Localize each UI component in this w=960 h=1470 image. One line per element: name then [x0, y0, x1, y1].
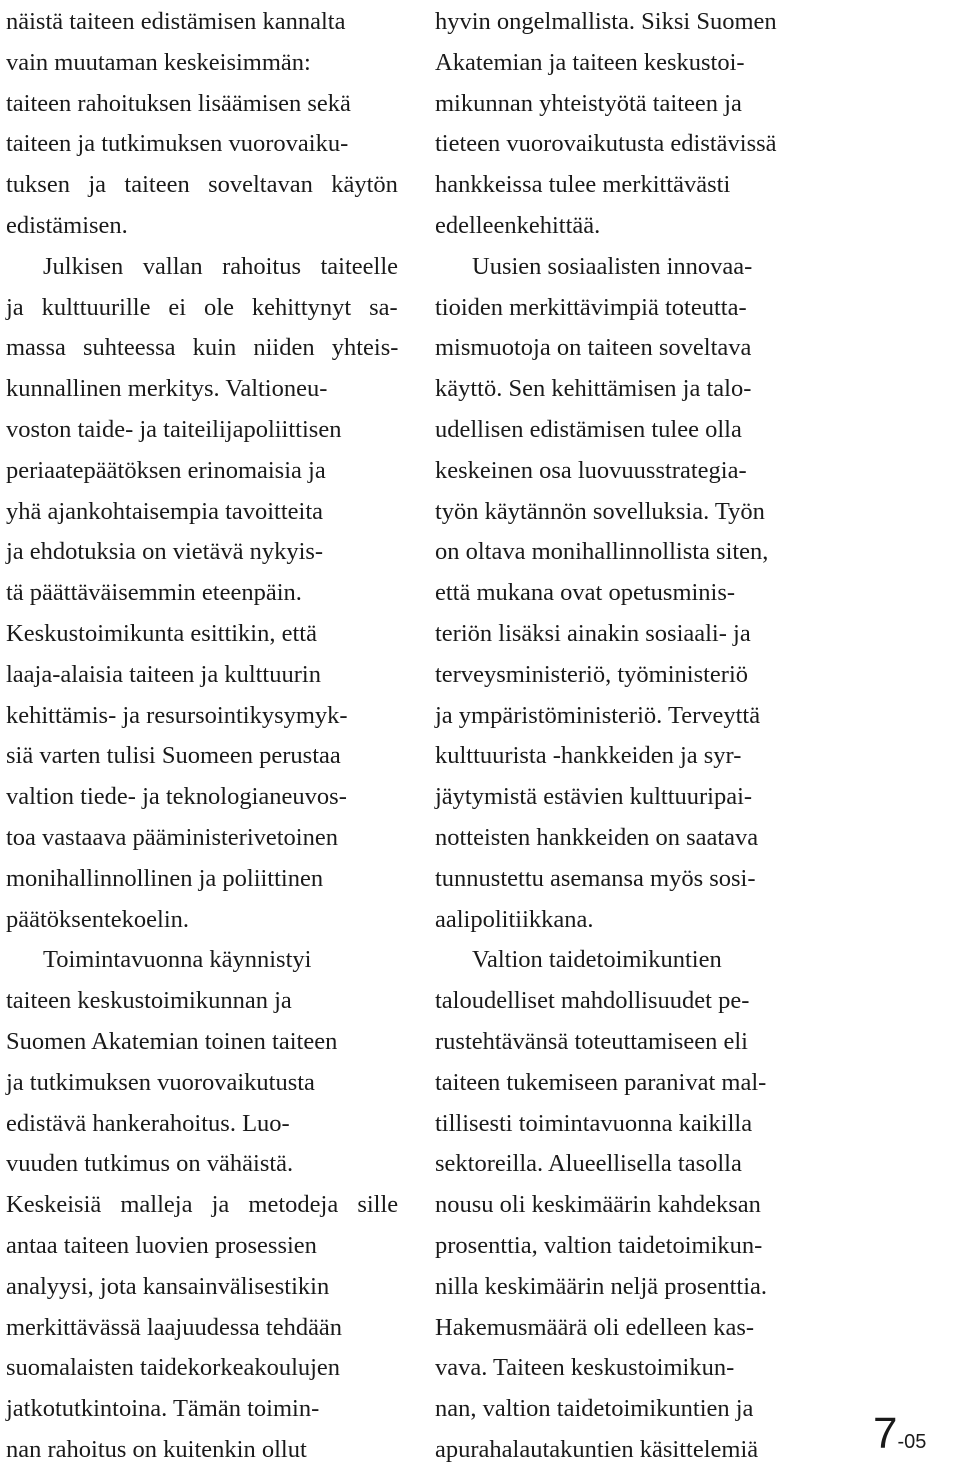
text-line: tioiden merkittävimpiä toteutta- — [435, 293, 747, 321]
page-number-main: 7 — [873, 1409, 898, 1458]
text-line: käyttö. Sen kehittämisen ja talo- — [435, 375, 752, 403]
text-line: valtion tiede- ja teknologianeuvos- — [6, 783, 347, 811]
text-line: päätöksentekoelin. — [6, 905, 190, 933]
text-line: Hakemusmäärä oli edelleen kas- — [435, 1313, 755, 1341]
text-line: toa vastaava pääministerivetoinen — [6, 824, 338, 851]
text-line: ja kulttuurille ei ole kehittynyt sa- — [6, 293, 398, 321]
text-line: nan rahoitus on kuitenkin ollut — [6, 1436, 307, 1463]
text-line: tunnustettu asemansa myös sosi- — [435, 864, 756, 892]
text-line: periaatepäätöksen erinomaisia ja — [6, 456, 326, 484]
text-line: on oltava monihallinnollista siten, — [435, 538, 769, 566]
text-line: tillisesti toimintavuonna kaikilla — [435, 1109, 753, 1137]
text-line: Toimintavuonna käynnistyi — [43, 946, 312, 974]
text-line: terveysministeriö, työministeriö — [435, 660, 749, 688]
text-line: nan, valtion taidetoimikuntien ja — [435, 1395, 754, 1423]
text-line: tieteen vuorovaikutusta edistävissä — [435, 130, 777, 158]
text-line: ja ehdotuksia on vietävä nykyis- — [6, 538, 324, 566]
text-line: Uusien sosiaalisten innovaa- — [472, 252, 753, 280]
text-line: että mukana ovat opetusminis- — [435, 579, 736, 607]
text-line: apurahalautakuntien käsittelemiä — [435, 1436, 759, 1463]
text-line: kunnallinen merkitys. Valtioneu- — [6, 375, 328, 403]
text-line: taiteen ja tutkimuksen vuorovaiku- — [6, 130, 349, 158]
text-line: näistä taiteen edistämisen kannalta — [6, 8, 346, 35]
text-line: taloudelliset mahdollisuudet pe- — [435, 987, 750, 1015]
text-line: kehittämis- ja resursointikysymyk- — [6, 701, 348, 729]
text-line: mismuotoja on taiteen soveltava — [435, 334, 752, 362]
text-line: massa suhteessa kuin niiden yhteis- — [6, 334, 399, 362]
text-line: Keskustoimikunta esittikin, että — [6, 620, 317, 647]
text-line: suomalaisten taidekorkeakoulujen — [6, 1354, 341, 1382]
text-line: edistämisen. — [6, 212, 128, 239]
text-line: Akatemian ja taiteen keskustoi- — [435, 48, 745, 76]
text-line: sektoreilla. Alueellisella tasolla — [435, 1150, 742, 1178]
text-line: udellisen edistämisen tulee olla — [435, 416, 742, 443]
text-line: taiteen tukemiseen paranivat mal- — [435, 1068, 767, 1096]
text-line: voston taide- ja taiteilijapoliittisen — [6, 416, 342, 443]
text-line: vuuden tutkimus on vähäistä. — [6, 1150, 294, 1178]
text-line: laaja-alaisia taiteen ja kulttuurin — [6, 660, 321, 688]
page-number — [873, 1409, 927, 1464]
text-line: vava. Taiteen keskustoimikun- — [435, 1354, 735, 1382]
text-line: rustehtävänsä toteuttamiseen eli — [435, 1028, 748, 1055]
text-line: monihallinnollinen ja poliittinen — [6, 864, 324, 892]
text-line: yhä ajankohtaisempia tavoitteita — [6, 497, 324, 525]
text-line: analyysi, jota kansainvälisestikin — [6, 1272, 330, 1300]
text-line: vain muutaman keskeisimmän: — [6, 48, 311, 76]
text-line: jäytymistä estävien kulttuuripai- — [435, 783, 753, 811]
text-line: nousu oli keskimäärin kahdeksan — [435, 1191, 761, 1219]
text-line: nilla keskimäärin neljä prosenttia. — [435, 1272, 768, 1300]
text-line: Keskeisiä malleja ja metodeja sille — [6, 1191, 399, 1219]
text-line: mikunnan yhteistyötä taiteen ja — [435, 89, 742, 117]
text-line: tä päättäväisemmin eteenpäin. — [6, 579, 302, 607]
text-line: siä varten tulisi Suomeen perustaa — [6, 742, 341, 770]
text-line: ja tutkimuksen vuorovaikutusta — [6, 1068, 315, 1096]
text-line: notteisten hankkeiden on saatava — [435, 824, 759, 851]
text-line: aalipolitiikkana. — [435, 905, 594, 933]
text-line: ja ympäristöministeriö. Terveyttä — [435, 701, 761, 729]
text-line: hyvin ongelmallista. Siksi Suomen — [435, 8, 777, 35]
text-line: kulttuurista -hankkeiden ja syr- — [435, 742, 742, 770]
text-line: hankkeissa tulee merkittävästi — [435, 171, 731, 199]
text-line: edistävä hankerahoitus. Luo- — [6, 1109, 290, 1137]
text-line: Valtion taidetoimikuntien — [472, 946, 722, 974]
text-line: keskeinen osa luovuusstrategia- — [435, 456, 747, 484]
page-number-suffix: -05 — [897, 1431, 927, 1453]
text-line: Suomen Akatemian toinen taiteen — [6, 1028, 338, 1055]
text-line: teriön lisäksi ainakin sosiaali- ja — [435, 620, 751, 647]
text-line: jatkotutkintoina. Tämän toimin- — [6, 1395, 320, 1423]
text-line: edelleenkehittää. — [435, 212, 601, 239]
text-line: Julkisen vallan rahoitus taiteelle — [43, 252, 399, 280]
text-line: työn käytännön sovelluksia. Työn — [435, 497, 765, 525]
text-line: prosenttia, valtion taidetoimikun- — [435, 1232, 763, 1259]
text-line: taiteen keskustoimikunnan ja — [6, 987, 292, 1015]
text-line: merkittävässä laajuudessa tehdään — [6, 1313, 343, 1341]
text-line: tuksen ja taiteen soveltavan käytön — [6, 171, 398, 199]
text-line: antaa taiteen luovien prosessien — [6, 1232, 317, 1259]
text-line: taiteen rahoituksen lisäämisen sekä — [6, 89, 351, 117]
